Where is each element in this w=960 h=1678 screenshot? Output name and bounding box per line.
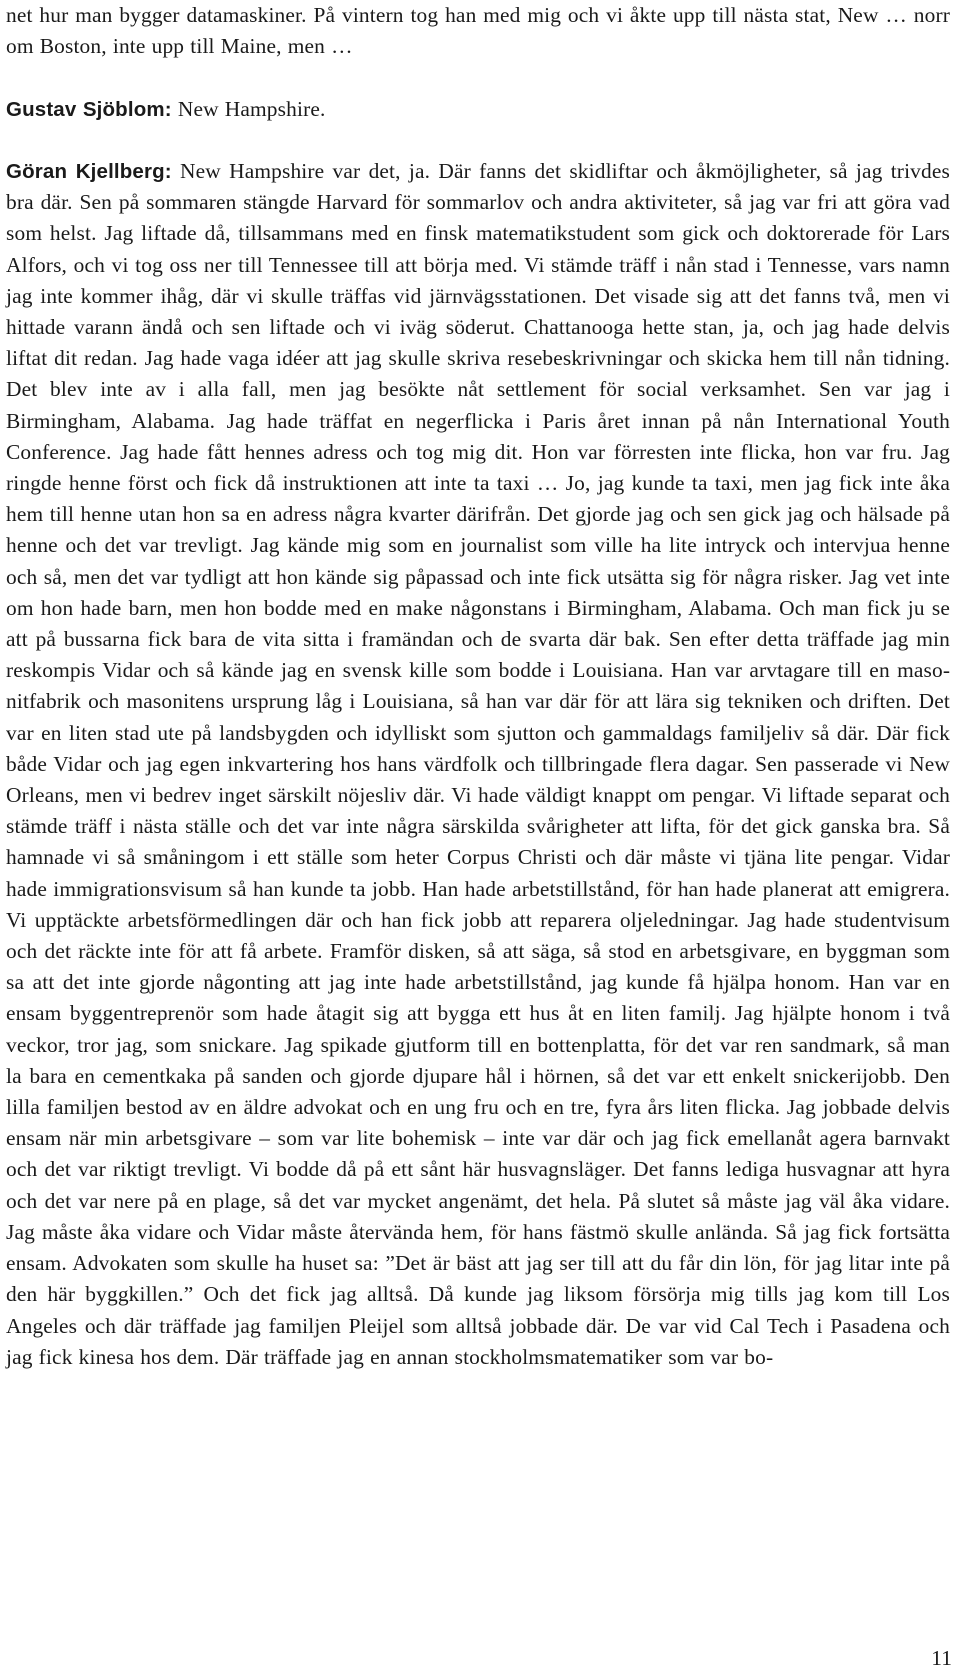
speaker-turn-gustav <box>6 94 950 125</box>
speaker-name: Göran Kjellberg: <box>6 159 172 183</box>
speaker-text: New Hampshire. <box>177 96 326 121</box>
paragraph-gap <box>6 62 950 93</box>
speaker-turn-goran <box>6 156 950 1373</box>
page-number: 11 <box>931 1646 952 1670</box>
interview-transcript <box>6 0 950 1373</box>
speaker-text: New Hampshire var det, ja. Där fanns det skidliftar och åkmöjligheter, så jag trivdes bra där. Sen på sommaren stängde Harvard för sommarlov och andra aktiviteter, så jag var fri att göra vad som helst. Jag liftade då, tillsammans med en finsk matematikstudent som gick och doktorerade för Lars Alfors, och vi tog oss ner till Tennessee till att börja med. Vi stämde träff i nån stad i Tennesse, vars namn jag inte kommer ihåg, där vi skulle träffas vid järnvägsstationen. Det visade sig att det fanns två, men vi hittade varann ändå och sen liftade och vi iväg söderut. Chattanooga hette stan, ja, och jag hade delvis liftat dit redan. Jag hade vaga idéer att jag skulle skriva resebeskrivningar och skicka hem till nån tidning. Det blev inte av i alla fall, men jag besökte nåt settlement för social verksamhet. Sen var jag i Birmingham, Alabama. Jag hade träffat en negerflicka i Paris året innan på nån International Youth Conference. Jag hade fått hennes adress och tog mig dit. Hon var förresten inte flicka, hon var fru. Jag ringde henne först och fick då instruktionen att inte ta taxi … Jo, jag kunde ta taxi, men jag fick inte åka hem till henne utan hon sa en adress några kvarter därifrån. Det gjorde jag och sen gick jag och hälsade på henne och det var trevligt. Jag kände mig som en journalist som ville ha lite intryck och intervjua henne och så, men det var tydligt att hon kände sig påpassad och inte fick utsätta sig för några risker. Jag vet inte om hon hade barn, men hon bodde med en make någonstans i Birmingham, Alabama. Och man fick ju se att på bussarna fick bara de vita sitta i framändan och de svarta där bak. Sen efter detta träffade jag min reskompis Vidar och så kände jag en svensk kille som bodde i Louisiana. Han var arvtagare till en masonitfabrik och masonitens ursprung låg i Louisiana, så han var där för att lära sig tekniken och driften. Det var en liten stad ute på landsbygden och idylliskt som sjutton och gammaldags familjeliv så där. Där fick både Vidar och jag egen inkvartering hos hans värdfolk och tillbringade flera dagar. Sen passerade vi New Orleans, men vi bedrev inget särskilt nöjesliv där. Vi hade väldigt knappt om pengar. Vi liftade separat och stämde träff i nästa ställe och det var inte några särskilda svårigheter att lifta, för det gick ganska bra. Så hamnade vi så småningom i ett ställe som heter Corpus Christi och där måste vi tjäna lite pengar. Vidar hade immigrationsvisum så han kunde ta jobb. Han hade arbetstillstånd, för han hade planerat att emigrera. Vi upptäckte arbetsförmedlingen där och han fick jobb att reparera oljeledningar. Jag hade studentvisum och det räckte inte för att få arbete. Framför disken, så att säga, så stod en arbetsgivare, en byggman som sa att det inte gjorde någonting att jag inte hade arbetstillstånd, jag kunde få hjälpa honom. Han var en ensam byggentreprenör som hade åtagit sig att bygga ett hus åt en liten familj. Jag hjälpte honom i två veckor, tror jag, som snickare. Jag spikade gjutform till en bottenplatta, för det var ren sandmark, så man la bara en cementkaka på sanden och gjorde djupare hål i hörnen, så det var ett enkelt snickerijobb. Den lilla familjen bestod av en äldre advokat och en ung fru och en tre, fyra års liten flicka. Jag jobbade delvis ensam när min arbetsgivare – som var lite bohemisk – inte var där och jag fick emellanåt agera barnvakt och det var riktigt trevligt. Vi bodde då på ett sånt här husvagnsläger. Det fanns lediga husvagnar att hyra och det var nere på en plage, så det var mycket angenämt, det hela. På slutet så måste jag väl åka vidare. Jag måste åka vidare och Vidar måste återvända hem, för hans fästmö skulle anlända. Så jag fick fortsätta ensam. Advokaten som skulle ha huset sa: ”Det är bäst att jag ser till att du får din lön, för jag litar inte på den här byggkillen.” Och det fick jag alltså. Då kunde jag liksom försörja mig tills jag kom till Los Angeles och där träffade jag familjen Pleijel som alltså jobbade där. De var vid Cal Tech i Pasadena och jag fick kinesa hos dem. Där träffade jag en annan stockholmsmatematiker som var bo- <box>6 158 950 1369</box>
intro-paragraph: net hur man bygger datamaskiner. På vintern tog han med mig och vi åkte upp till nästa stat, New … norr om Boston, inte upp till Maine, men … <box>6 3 950 59</box>
paragraph-gap <box>6 125 950 156</box>
speaker-name: Gustav Sjöblom: <box>6 97 172 121</box>
